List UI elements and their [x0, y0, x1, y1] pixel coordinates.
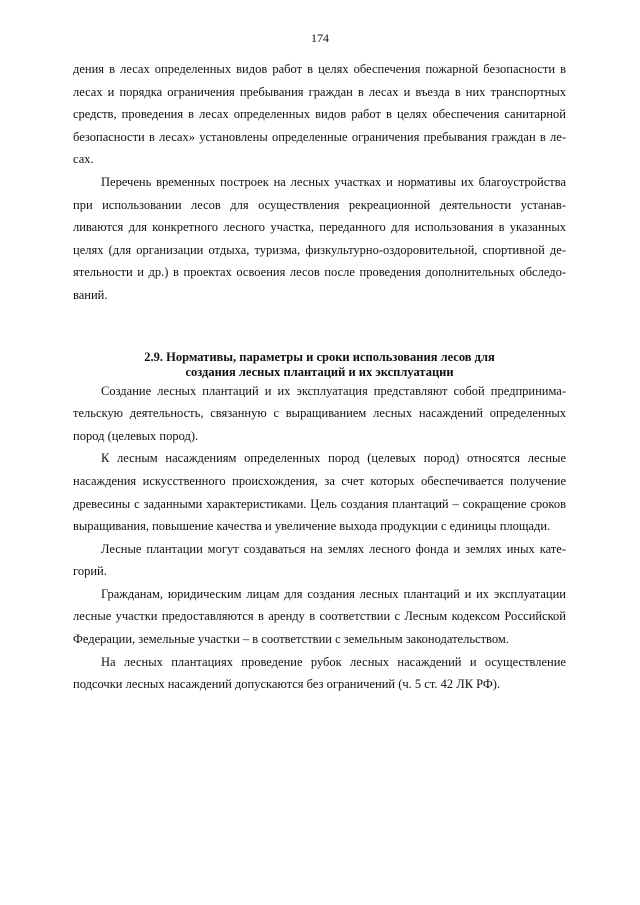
paragraph-continuation: дения в лесах определенных видов работ в целях обеспечения пожарной безопасности в лесах и порядка ограничения пребывания граждан в лесах и въезда в них транспортных средств, проведения в лесах определенных видов работ в целях обеспечения санитарной безопасности в лесах» установлены определенные ограничения пребывания граждан в лесах. [73, 62, 566, 167]
section-heading [73, 350, 566, 380]
page-number: 174 [311, 31, 329, 45]
paragraph-target-species: К лесным насаждениям определенных пород (целевых пород) относятся лесные насаждения искусственного происхождения, за счет которых обеспечивается получение древесины с заданными характеристиками. Цель создания плантаций – сокращение сроков выращивания, повышение качества и увеличение выхода продукции с единицы площади. [73, 451, 566, 534]
paragraph-plantation-creation: Создание лесных плантаций и их эксплуатация представляют собой предпринимательскую деятельность, связанную с выращиванием лесных насаждений определенных пород (целевых пород). [73, 383, 566, 443]
section-heading-line-2: создания лесных плантаций и их эксплуатации [185, 364, 454, 379]
paragraph-temporary-buildings: Перечень временных построек на лесных участках и нормативы их благоустройства при использовании лесов для осуществления рекреационной деятельности устанавливаются для конкретного лесного участка, переданного для использования в указанных целях (для организации отдыха, туризма, физкультурно-оздоровительной, спортивной деятельности и др.) в проектах освоения лесов после проведения дополнительных обследований. [73, 174, 566, 302]
page-body [73, 58, 566, 696]
section-heading-line-1: 2.9. Нормативы, параметры и сроки использования лесов для [144, 349, 495, 364]
paragraph-land-categories: Лесные плантации могут создаваться на землях лесного фонда и землях иных категорий. [73, 541, 566, 579]
paragraph-lease: Гражданам, юридическим лицам для создания лесных плантаций и их эксплуатации лесные участки предоставляются в аренду в соответствии с Лесным кодексом Российской Федерации, земельные участки – в соответствии с земельным законодательством. [73, 586, 566, 647]
paragraph-felling: На лесных плантациях проведение рубок лесных насаждений и осуществление подсочки лесных насаждений допускаются без ограничений (ч. 5 ст. 42 ЛК РФ). [73, 654, 566, 692]
